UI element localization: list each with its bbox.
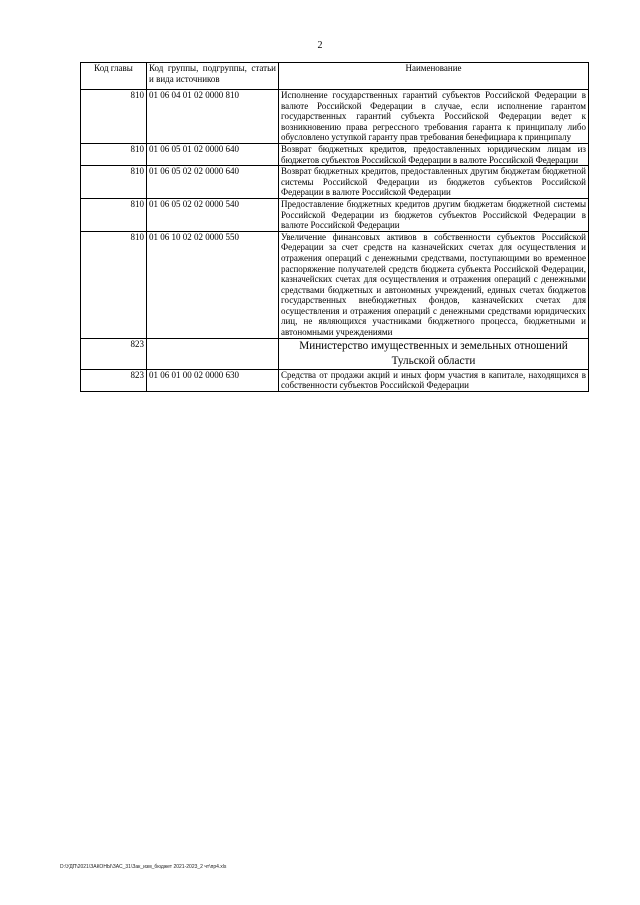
chapter-code-cell: 810 [81,231,147,338]
chapter-code-cell: 810 [81,90,147,144]
source-code-cell: 01 06 01 00 02 0000 630 [147,369,279,391]
table-row [81,198,589,231]
table-row [81,369,589,391]
chapter-code-cell: 810 [81,166,147,199]
source-code-cell: 01 06 05 02 02 0000 640 [147,166,279,199]
ministry-heading-row [81,338,589,369]
chapter-code-cell: 823 [81,338,147,369]
file-path-footer: D:\УДП\2021\ЗАКОНЫ\ЗАС_31\Зак_изм_бюджет 2021-2023_2 чт\пр4.xls [60,864,227,870]
source-code-cell: 01 06 05 01 02 0000 640 [147,143,279,165]
header-name: Наименование [279,63,589,90]
header-chapter-code: Код главы [81,63,147,90]
source-name-cell: Возврат бюджетных кредитов, предоставленных юридическим лицам из бюджетов субъектов Российской Федерации в валюте Российской Федерации [279,143,589,165]
source-name-cell: Средства от продажи акций и иных форм участия в капитале, находящихся в собственности субъектов Российской Федерации [279,369,589,391]
chapter-code-cell: 823 [81,369,147,391]
source-code-cell: 01 06 05 02 02 0000 540 [147,198,279,231]
source-name-cell: Предоставление бюджетных кредитов другим бюджетам бюджетной системы Российской Федерации из бюджетов субъектов Российской Федерации в валюте Российской Федерации [279,198,589,231]
source-name-cell: Возврат бюджетных кредитов, предоставленных другим бюджетам бюджетной системы Российской Федерации из бюджетов субъектов Российской Федерации в валюте Российской Федерации [279,166,589,199]
source-code-cell [147,338,279,369]
source-code-cell: 01 06 10 02 02 0000 550 [147,231,279,338]
table-header-row [81,63,589,90]
table-row [81,166,589,199]
budget-sources-table [80,62,589,392]
table-row [81,90,589,144]
source-name-cell: Увеличение финансовых активов в собственности субъектов Российской Федерации за счет средств на казначейских счетах для осуществления и отражения операций с денежными средствами, поступающими во временное распоряжение получателей средств бюджета субъекта Российской Федерации, казначейских счетах для осуществления и отражения операций с денежными средствами бюджетных и автономных учреждений, единых счетах бюджетов государственных внебюджетных фондов, казначейских счетах для осуществления и отражения операций с денежными средствами юридических лиц, не являющихся участниками бюджетного процесса, бюджетными и автономными учреждениями [279,231,589,338]
header-group-code: Код группы, подгруппы, статьи и вида источников [147,63,279,90]
source-name-cell: Исполнение государственных гарантий субъектов Российской Федерации в валюте Российской Федерации в случае, если исполнение гарантом государственных гарантий субъекта Российской Федерации ведет к возникновению права регрессного требования гаранта к принципалу либо обусловлено уступкой гаранту прав требования бенефициара к принципалу [279,90,589,144]
page-number: 2 [317,40,323,51]
table-row [81,231,589,338]
table-row [81,143,589,165]
source-code-cell: 01 06 04 01 02 0000 810 [147,90,279,144]
chapter-code-cell: 810 [81,143,147,165]
chapter-code-cell: 810 [81,198,147,231]
ministry-name-cell: Министерство имущественных и земельных отношений Тульской области [279,338,589,369]
